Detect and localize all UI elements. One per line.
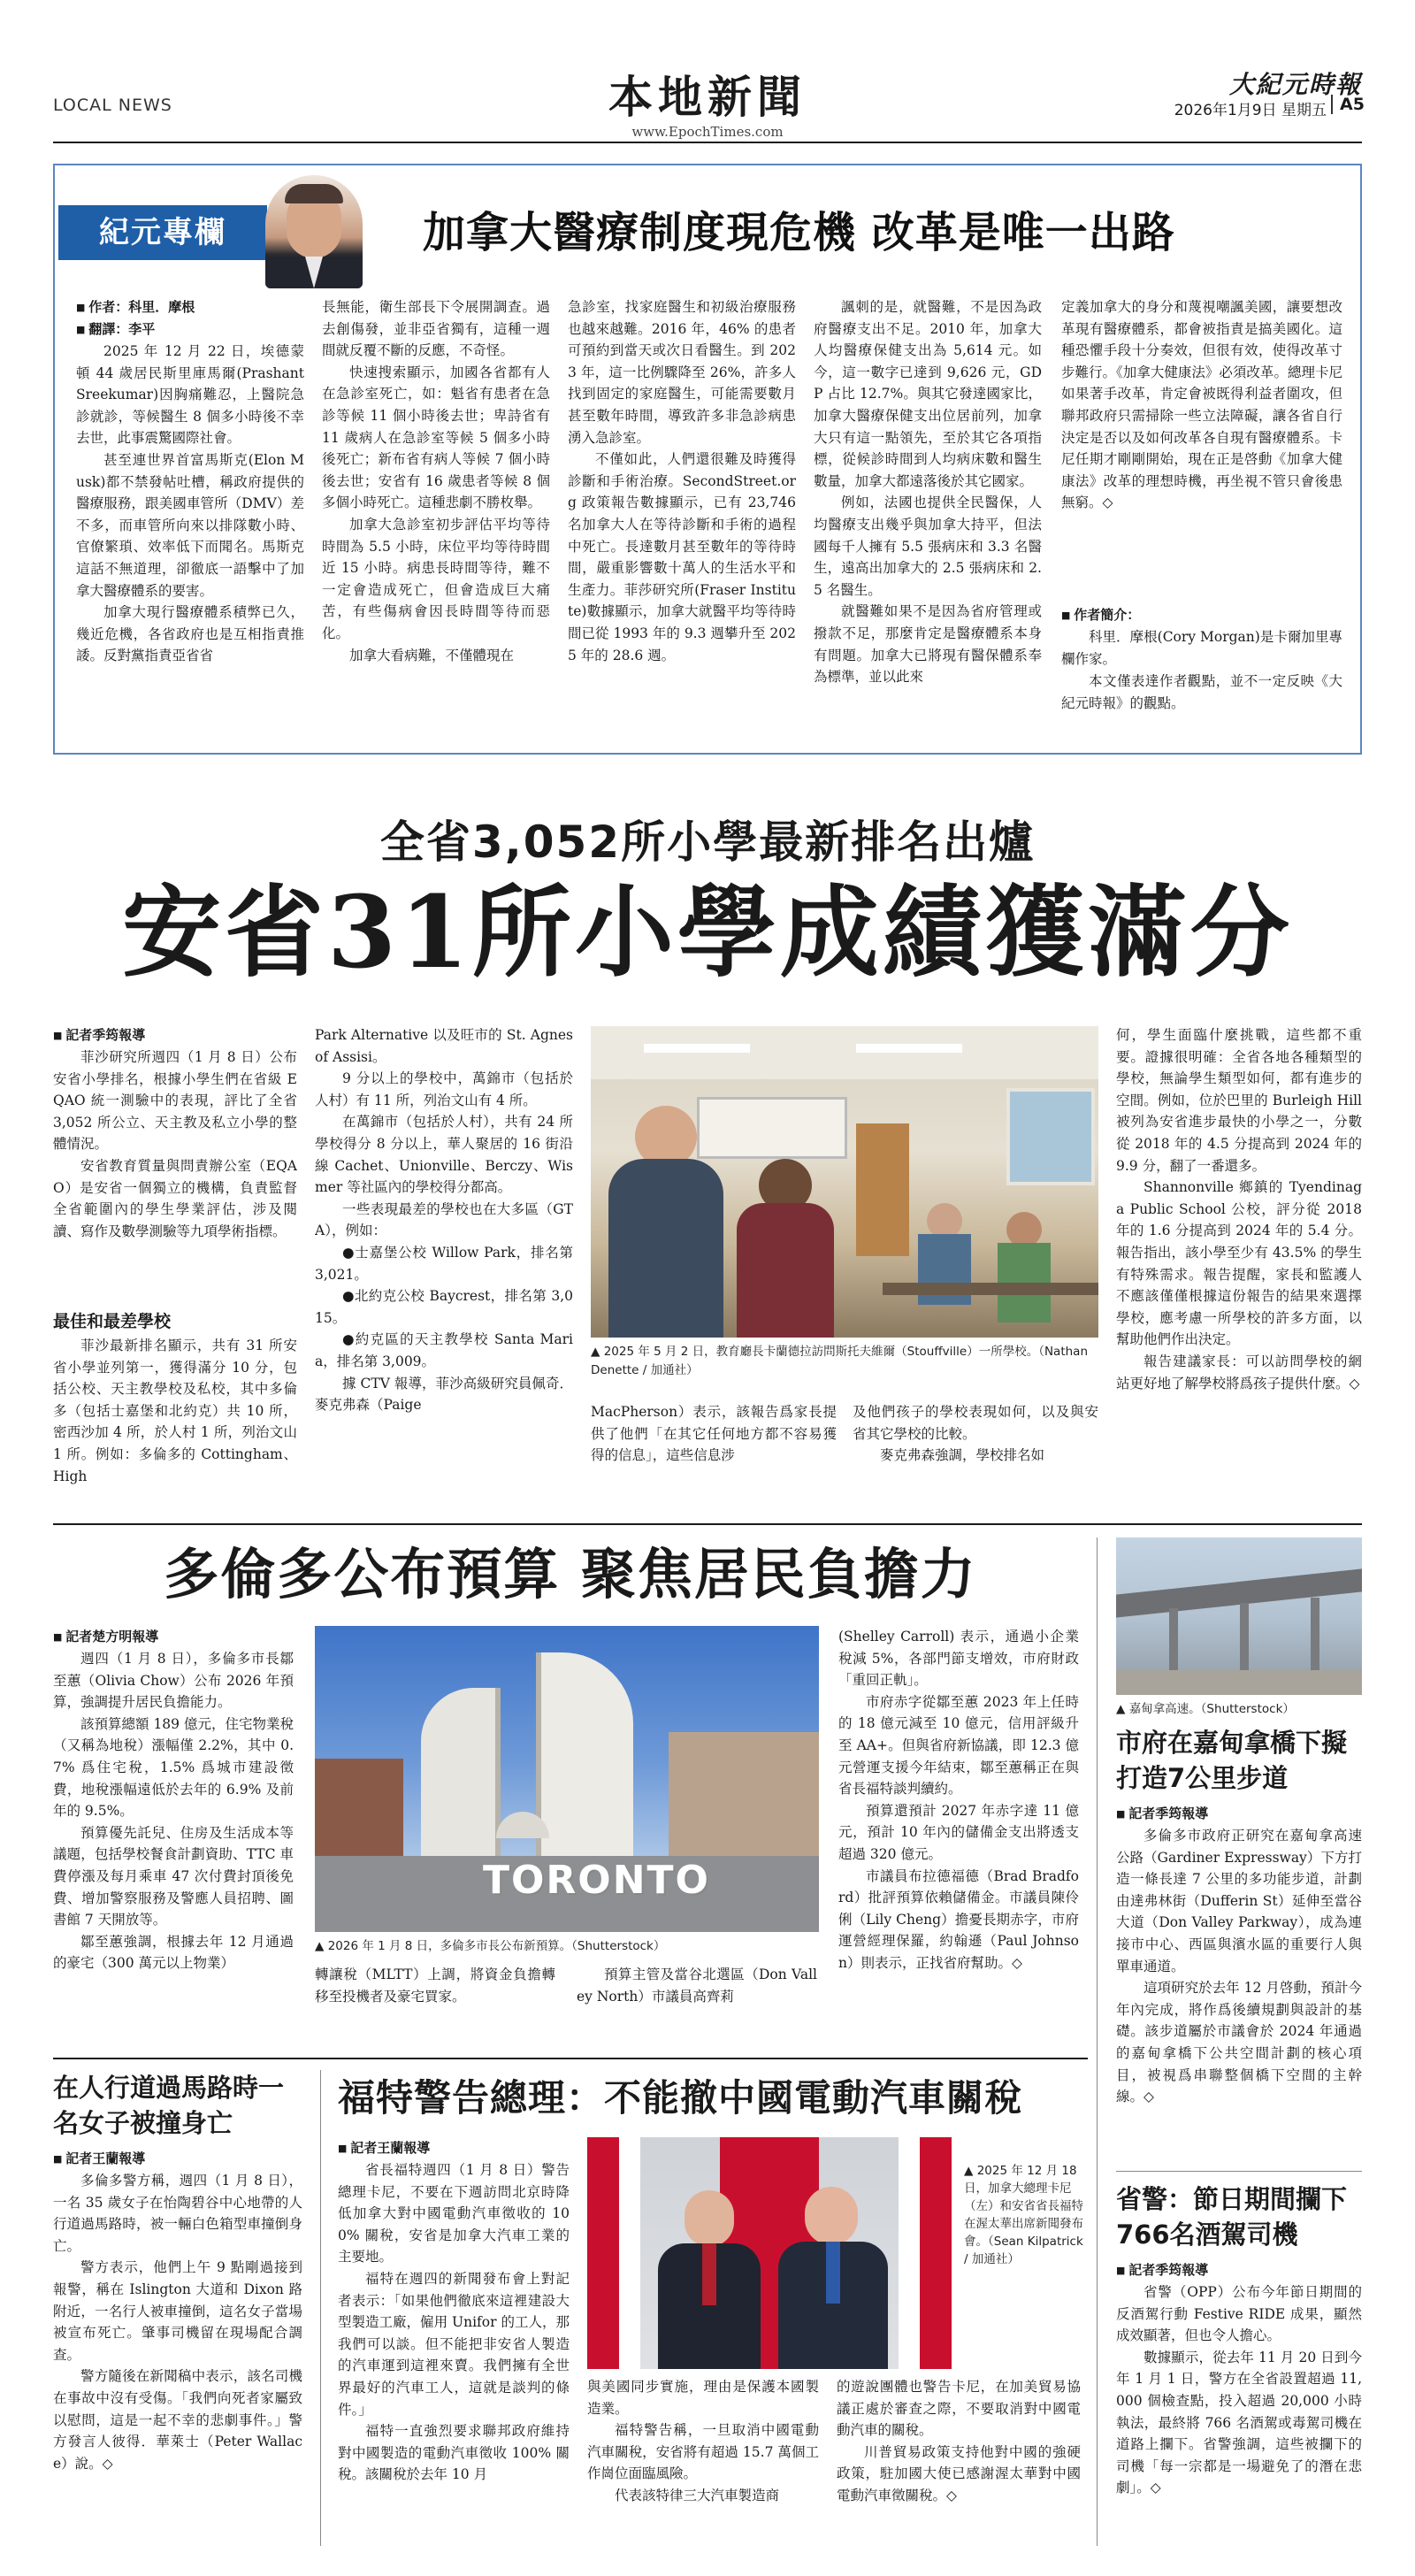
ranking-subhead: 最佳和最差學校	[53, 1312, 172, 1331]
paragraph: 諷刺的是，就醫難，不是因為政府醫療支出不足。2010 年，加拿大人均醫療保健支出為 5,614 元。如今，這一數字已達到 9,626 元，GDP 占比 12.7%。與其它發達國家比，加拿大醫療保健支出位居前列，加拿大只有這一點領先，至於其它各項指標，從候診時間到人均病床數和醫生數量，加拿大都遠落後於其它國家。	[814, 299, 1042, 489]
section-title: 本地新聞	[608, 71, 807, 123]
paragraph: 加拿大急診室初步評估平均等待時間為 5.5 小時，床位平均等待時間近 15 小時。病患長時間等待，難不一定會造成死亡，但會造成巨大痛苦，有些傷病會因長時間等待而惡化。	[322, 516, 550, 641]
paragraph: 2025 年 12 月 22 日，埃德蒙頓 44 歲居民斯里庫馬爾(Prashant Sreekumar)因胸痛難忍，上醫院急診就診，等候醫生 8 個多小時後不幸去世，此事震驚國際社會。	[76, 343, 304, 447]
classroom-caption: ▲ 2025 年 5 月 2 日，教育廳長卡蘭德拉訪問斯托夫維爾（Stouffville）一所學校。（Nathan Denette / 加通社）	[591, 1343, 1098, 1380]
paragraph: 及他們孩子的學校表現如何，以及與安省其它學校的比較。	[853, 1404, 1098, 1442]
paragraph: 快速搜索顯示，加國各省都有人在急診室死亡，如：魁省有患者在急診等候 11 個小時後去世；卑詩省有 11 歲病人在急診室等候 5 個多小時後死亡；新布省有病人等候 7 個小時後去世；安省有 16 歲患者等候 8 個多個小時死亡。這種悲劇不勝枚舉。	[322, 364, 550, 511]
classroom-photo	[591, 1026, 1098, 1338]
paragraph: 該預算總額 189 億元，住宅物業稅（又稱為地稅）漲幅僅 2.2%，其中 0.7% 爲住宅稅，1.5% 爲城市建設徵費，地稅漲幅遠低於去年的 6.9% 及前年的 9.5%。	[53, 1715, 294, 1820]
ranking-col-5	[1116, 1024, 1362, 1511]
paragraph: 菲沙研究所週四（1 月 8 日）公布安省小學排名，根據小學生們在省級 EQAO 統一測驗中的表現，評比了全省 3,052 所公立、天主教及私立小學的整體情況。	[53, 1049, 297, 1153]
masthead-logo: 大紀元時報	[1228, 70, 1362, 99]
paragraph: 急診室，找家庭醫生和初級治療服務也越來越難。2016 年，46% 的患者可預約到當天或次日看醫生。到 2023 年，這一比例驟降至 26%，許多人找到固定的家庭醫生，可能需要數月甚至數年時間，導致許多非急診病患湧入急診室。	[568, 299, 796, 446]
column-col-3	[568, 296, 796, 744]
paragraph: Shannonville 鄉鎮的 Tyendinaga Public School 公校，評分從 2018 年的 1.6 分提高到 2024 年的 5.4 分。報告指出，該小學至少有 43.5% 的學生有特殊需求。報告提醒，家長和監護人不應該僅僅根據這份報告的結果來選擇學校，應考慮一所學校的許多方面，以幫助他們作出決定。	[1116, 1179, 1362, 1348]
paragraph: 麥克弗森強調，學校排名如	[880, 1447, 1045, 1464]
column-title: 加拿大醫療制度現危機 改革是唯一出路	[423, 208, 1175, 257]
header-rule	[53, 142, 1362, 143]
ford-byline: ■ 記者王蘭報導	[338, 2137, 570, 2159]
issue-date: 2026年1月9日 星期五	[1174, 102, 1327, 119]
ranking-col-4	[853, 1401, 1098, 1511]
paragraph: (Shelley Carroll) 表示，通過小企業稅減 5%，各部門節支增效，市府財政「重回正軌」。	[838, 1629, 1079, 1689]
column-col-1	[76, 296, 304, 803]
column-badge: 紀元專欄	[58, 205, 267, 260]
paragraph: 與美國同步實施，理由是保護本國製造業。	[587, 2379, 819, 2417]
ranking-col-1	[53, 1024, 297, 1531]
paragraph: ●士嘉堡公校 Willow Park，排名第 3,021。	[315, 1244, 573, 1283]
paragraph: 多倫多警方稱，週四（1 月 8 日），一名 35 歲女子在怡陶碧谷中心地帶的人行道過馬路時，被一輛白色箱型車撞倒身亡。	[53, 2173, 302, 2254]
paragraph: 一些表現最差的學校也在大多區（GTA），例如：	[315, 1200, 573, 1239]
paragraph: 省長福特週四（1 月 8 日）警告總理卡尼，不要在下週訪問北京時降低加拿大對中國電動汽車徵收的 100% 關稅，安省是加拿大汽車工業的主要地。	[338, 2162, 570, 2266]
section-label-en: LOCAL NEWS	[53, 96, 172, 115]
column-author: ■ 作者：科里．摩根	[76, 296, 304, 318]
paragraph: 市議員布拉德福德（Brad Bradford）批評預算依賴儲備金。市議員陳伶俐（Lily Cheng）擔憂長期赤字，市府運營經理保羅，約翰遜（Paul Johnson）則表示，正找省府幫助。◇	[838, 1867, 1079, 1971]
page-number: A5	[1331, 95, 1366, 114]
column-col-5	[1061, 296, 1342, 715]
paragraph: 菲沙最新排名顯示，共有 31 所安省小學並列第一，獲得滿分 10 分，包括公校、天主教學校及私校，其中多倫多（包括士嘉堡和北約克）共 10 所，密西沙加 4 所，於人村 1 所，列治文山 1 所。例如：多倫多的 Cottingham、High	[53, 1338, 297, 1484]
bio-heading: ■ 作者簡介：	[1061, 604, 1342, 626]
budget-col-3	[577, 1964, 817, 2052]
ranking-kicker: 全省3,052所小學最新排名出爐	[379, 816, 1036, 868]
ride-rule	[1116, 2171, 1362, 2172]
pedestrian-divider	[320, 2070, 321, 2546]
gardiner-body	[1116, 1803, 1362, 2179]
author-avatar	[265, 175, 363, 288]
column-translator: ■ 翻譯：李平	[76, 318, 304, 341]
budget-col-1	[53, 1626, 294, 2071]
paragraph: 這項研究於去年 12 月啓動，預計今年內完成，將作爲後續規劃與設計的基礎。該步道屬於市議會於 2024 年通過的嘉甸拿橋下公共空間計劃的核心項目，被視爲串聯整個橋下空間的主幹線。◇	[1116, 1980, 1362, 2105]
budget-caption: ▲ 2026 年 1 月 8 日，多倫多市長公布新預算。（Shutterstock）	[315, 1937, 819, 1956]
budget-headline: 多倫多公布預算 聚焦居民負擔力	[164, 1542, 977, 1606]
toronto-cityhall-photo: TORONTO	[315, 1626, 819, 1932]
paragraph: 預算還預計 2027 年赤字達 11 億元，預計 10 年內的儲備金支出將透支超過 320 億元。	[838, 1802, 1079, 1862]
ride-body	[1116, 2259, 1362, 2547]
paragraph: 加拿大現行醫療體系積弊已久，幾近危機，各省政府也是互相指責推諉。反對黨指責亞省省	[76, 604, 304, 664]
paragraph: 多倫多市政府正研究在嘉甸拿高速公路（Gardiner Expressway）下方打造一條長達 7 公里的多功能步道，計劃由達弗林街（Dufferin St）延伸至當谷大道（Don Valley Parkway），成為連接市中心、西區與濱水區的重要行人與單車通道。	[1116, 1828, 1362, 1974]
paragraph: 週四（1 月 8 日），多倫多市長鄒至蕙（Olivia Chow）公布 2026 年預算，強調提升居民負擔能力。	[53, 1651, 294, 1711]
paragraph: 定義加拿大的身分和蔑視嘲諷美國，讓要想改革現有醫療體系，都會被指責是搞美國化。這種恐懼手段十分奏效，但很有效，使得改革寸步難行。《加拿大健康法》必須改革。總理卡尼如果著手改革，肯定會被既得利益者圍攻，但聯邦政府只需掃除一些立法障礙，讓各省自行決定是否以及如何改革各自現有醫療體系。卡尼任期才剛剛開始，現在正是啓動《加拿大健康法》改革的理想時機，再坐視不管只會後患無窮。◇	[1061, 299, 1342, 511]
paragraph: 長無能，衛生部長下令展開調查。過去創傷發，並非亞省獨有，這種一週間就反覆不斷的反應，不奇怪。	[322, 299, 550, 359]
paragraph: 鄒至蕙強調，根據去年 12 月通過的豪宅（300 萬元以上物業）	[53, 1933, 294, 1972]
website-url: www.EpochTimes.com	[631, 124, 784, 140]
column-disclaimer: 本文僅表達作者觀點，並不一定反映《大紀元時報》的觀點。	[1061, 673, 1342, 711]
paragraph: 川普貿易政策支持他對中國的強硬政策，駐加國大使已感謝渥太華對中國電動汽車徵關稅。◇	[837, 2443, 1081, 2503]
paragraph: 的遊說團體也警告卡尼，在加美貿易協議正處於審查之際，不要取消對中國電動汽車的關稅。	[837, 2379, 1081, 2439]
gardiner-caption: ▲ 嘉甸拿高速。（Shutterstock）	[1116, 1700, 1362, 1719]
paragraph: 轉讓稅（MLTT）上調，將資金負擔轉移至投機者及豪宅買家。	[315, 1966, 555, 2005]
paragraph: 9 分以上的學校中，萬錦市（包括於人村）有 11 所，列治文山有 4 所。	[315, 1070, 573, 1108]
pedestrian-body	[53, 2148, 302, 2542]
gardiner-photo	[1116, 1537, 1362, 1695]
paragraph: 就醫難如果不是因為省府管理或撥款不足，那麼肯定是醫療體系本身有問題。加拿大已將現有醫保體系奉為標準，並以此來	[814, 603, 1042, 686]
paragraph: 例如，法國也提供全民醫保，人均醫療支出幾乎與加拿大持平，但法國每千人擁有 5.5 張病床和 3.3 名醫生，遠高出加拿大的 2.5 張病床和 2.5 名醫生。	[814, 494, 1042, 598]
right-column-divider	[1097, 1537, 1098, 2546]
section-rule-2	[53, 2058, 1088, 2059]
ranking-col-2	[315, 1024, 573, 1509]
ranking-byline: ■ 記者季筠報導	[53, 1024, 297, 1046]
paragraph: ●約克區的天主教學校 Santa Maria，排名第 3,009。	[315, 1331, 573, 1369]
paragraph: 福特一直強烈要求聯邦政府維持對中國製造的電動汽車徵收 100% 關稅。該關稅於去年 10 月	[338, 2423, 570, 2483]
paragraph: 預算優先託兒、住房及生活成本等議題，包括學校餐食計劃資助、TTC 車費停漲及每月乘車 47 次付費封頂後免費、增加警察服務及警應人員招聘、圖書館 7 天開放等。	[53, 1824, 294, 1928]
budget-byline: ■ 記者楚方明報導	[53, 1626, 294, 1648]
paragraph: 市府赤字從鄒至蕙 2023 年上任時的 18 億元減至 10 億元，信用評級升至 AA+。但與省府新協議，即 12.3 億元營運支援今年結束，鄒至蕙稱正在與省長福特談判續約。	[838, 1693, 1079, 1798]
paragraph: 福特警告稱，一旦取消中國電動汽車關稅，安省將有超過 15.7 萬個工作崗位面臨風險。	[587, 2422, 819, 2482]
pedestrian-headline: 在人行道過馬路時一名女子被撞身亡	[53, 2073, 285, 2138]
paragraph: 不僅如此，人們還很難及時獲得診斷和手術治療。SecondStreet.org 政策報告數據顯示，已有 23,746 名加拿大人在等待診斷和手術的過程中死亡。長達數月甚至數年的等待時間，嚴重影響數十萬人的生活水平和生產力。菲莎研究所(Fraser Institute)數據顯示，加拿大就醫平均等待時間已從 1993 年的 9.3 週攀升至 2025 年的 28.6 週。	[568, 451, 796, 663]
paragraph: 據 CTV 報導，菲沙高級研究員佩奇．麥克弗森（Paige	[315, 1375, 573, 1414]
paragraph: 警方隨後在新聞稿中表示，該名司機在事故中沒有受傷。「我們向死者家屬致以慰問，這是一起不幸的悲劇事件。」警方發言人彼得．華萊士（Peter Wallace）說。◇	[53, 2368, 302, 2472]
ford-caption: ▲ 2025 年 12 月 18 日，加拿大總理卡尼（左）和安省省長福特在渥太華出席新聞發布會。（Sean Kilpatrick / 加通社）	[964, 2162, 1084, 2268]
carney-ford-photo	[587, 2137, 952, 2369]
paragraph: ●北約克公校 Baycrest，排名第 3,015。	[315, 1288, 573, 1326]
pedestrian-byline: ■ 記者王蘭報導	[53, 2148, 302, 2170]
ford-col-2	[587, 2376, 819, 2526]
section-rule	[53, 1523, 1362, 1525]
budget-col-2	[315, 1964, 555, 2052]
column-col-2	[322, 296, 550, 744]
paragraph: MacPherson）表示，該報告爲家長提供了他們「在其它任何地方都不容易獲得的信息」，這些信息涉	[591, 1404, 837, 1464]
paragraph: 代表該特律三大汽車製造商	[615, 2487, 780, 2503]
paragraph: 警方表示，他們上午 9 點剛過接到報警，稱在 Islington 大道和 Dixon 路附近，一名行人被車撞倒，這名女子當場被宣布死亡。肇事司機留在現場配合調查。	[53, 2259, 302, 2363]
paragraph: 預算主管及當谷北選區（Don Valley North）市議員高齊莉	[577, 1966, 817, 2005]
paragraph: 報告建議家長：可以訪問學校的網站更好地了解學校將爲孩子提供什麼。◇	[1116, 1353, 1362, 1392]
ford-col-3	[837, 2376, 1081, 2526]
gardiner-byline: ■ 記者季筠報導	[1116, 1803, 1362, 1825]
paragraph: 福特在週四的新聞發布會上對記者表示：「如果他們徹底來這裡建設大型製造工廠，僱用 Unifor 的工人，那我們可以談。但不能把非安省人製造的汽車運到這裡來賣。我們擁有全世界最好的汽車工人，這就是談判的條件。」	[338, 2270, 570, 2418]
budget-col-4	[838, 1626, 1079, 2049]
ford-headline: 福特警告總理：不能撤中國電動汽車關稅	[338, 2076, 1023, 2120]
paragraph: 省警（OPP）公布今年節日期間的反酒駕行動 Festive RIDE 成果，顯然成效顯著，但也令人擔心。	[1116, 2284, 1362, 2344]
paragraph: Park Alternative 以及旺市的 St. Agnes of Assisi。	[315, 1027, 573, 1065]
column-col-4	[814, 296, 1042, 744]
author-bio: 科里．摩根(Cory Morgan)是卡爾加里專欄作家。	[1061, 629, 1342, 667]
paragraph: 甚至連世界首富馬斯克(Elon Musk)都不禁發帖吐槽，稱政府提供的醫療服務，跟美國車管所（DMV）差不多，而車管所向來以排隊數小時、官僚繁瑣、效率低下而聞名。馬斯克這話不無道理，卻徹底一語擊中了加拿大醫療體系的要害。	[76, 451, 304, 599]
paragraph: 何，學生面臨什麼挑戰，這些都不重要。證據很明確：全省各地各種類型的學校，無論學生類型如何，都有進步的空間。例如，位於巴里的 Burleigh Hill 被列為安省進步最快的小學之一，分數從 2018 年的 4.5 分提高到 2024 年的 9.9 分，翻了一番還多。	[1116, 1027, 1362, 1174]
paragraph: 加拿大看病難，不僅體現在	[349, 647, 515, 663]
ford-col-1	[338, 2137, 570, 2542]
paragraph: 數據顯示，從去年 11 月 20 日到今年 1 月 1 日，警方在全省設置超過 11,000 個檢查點，投入超過 20,000 小時執法，最終將 766 名酒駕或毒駕司機在道路上攔下。省警強調，這些被攔下的司機「每一宗都是一場避免了的潛在悲劇」。◇	[1116, 2349, 1362, 2496]
ranking-col-3	[591, 1401, 837, 1511]
ride-byline: ■ 記者季筠報導	[1116, 2259, 1362, 2281]
ranking-headline: 安省31所小學成績獲滿分	[122, 875, 1293, 991]
ride-headline: 省警：節日期間攔下766名酒駕司機	[1116, 2184, 1348, 2250]
paragraph: 在萬錦市（包括於人村），共有 24 所學校得分 8 分以上，華人聚居的 16 街沿線 Cachet、Unionville、Berczy、Wismer 等社區內的學校得分都高。	[315, 1114, 573, 1196]
paragraph: 安省教育質量與問責辦公室（EQAO）是安省一個獨立的機構，負責監督全省範圍內的學生學業評估，涉及閱讀、寫作及數學測驗等九項學術指標。	[53, 1157, 297, 1239]
gardiner-headline: 市府在嘉甸拿橋下擬打造7公里步道	[1116, 1728, 1348, 1793]
